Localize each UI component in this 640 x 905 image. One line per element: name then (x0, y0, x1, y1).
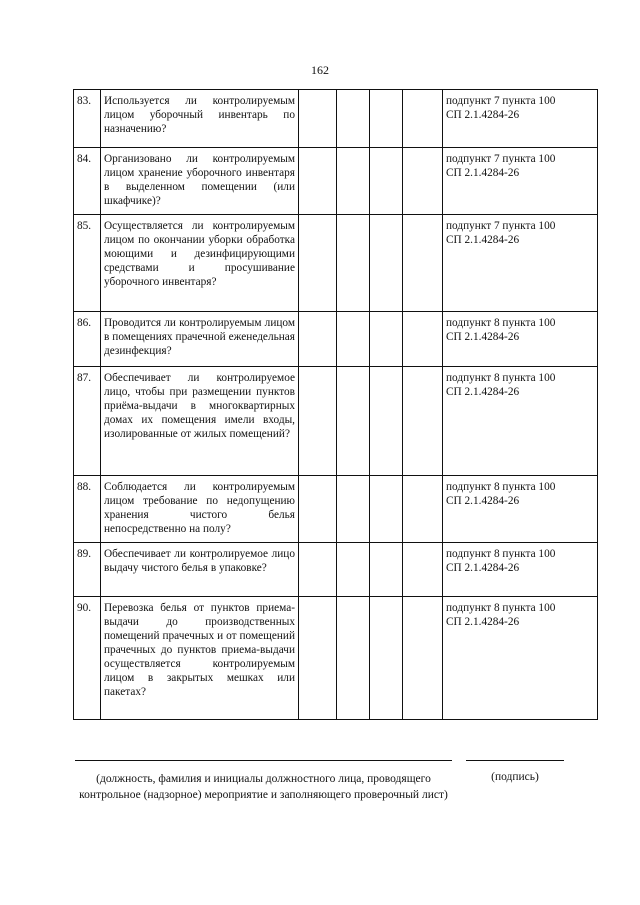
row-reference (443, 476, 598, 543)
answer-yes-cell[interactable] (299, 90, 337, 148)
row-number: 90. (74, 597, 101, 720)
reference-clause: подпункт 8 пункта 100 (446, 317, 556, 329)
row-question: Перевозка белья от пунктов приема-выдачи до производственных помещений прачечных и от помещений прачечных до пунктов приема-выдачи осуществляется контролируемым лицом в закрытых мешках или пакетах? (101, 597, 299, 720)
row-reference (443, 215, 598, 312)
answer-na-cell[interactable] (370, 597, 403, 720)
answer-no-cell[interactable] (337, 476, 370, 543)
answer-no-cell[interactable] (337, 215, 370, 312)
table-row (74, 90, 598, 148)
row-number: 88. (74, 476, 101, 543)
answer-no-cell[interactable] (337, 90, 370, 148)
answer-yes-cell[interactable] (299, 148, 337, 215)
note-cell[interactable] (403, 148, 443, 215)
reference-clause: подпункт 7 пункта 100 (446, 220, 556, 232)
reference-clause: подпункт 7 пункта 100 (446, 95, 556, 107)
row-question: Соблюдается ли контролируемым лицом требование по недопущению хранения чистого белья непосредственно на полу? (101, 476, 299, 543)
answer-na-cell[interactable] (370, 367, 403, 476)
row-question: Обеспечивает ли контролируемое лицо выдачу чистого белья в упаковке? (101, 543, 299, 597)
row-question: Обеспечивает ли контролируемое лицо, чтобы при размещении пунктов приёма-выдачи в многоквартирных домах их помещения имели входы, изолированные от жилых помещений? (101, 367, 299, 476)
note-cell[interactable] (403, 543, 443, 597)
reference-document: СП 2.1.4284-26 (446, 386, 520, 398)
answer-yes-cell[interactable] (299, 312, 337, 367)
note-cell[interactable] (403, 476, 443, 543)
answer-no-cell[interactable] (337, 367, 370, 476)
answer-na-cell[interactable] (370, 90, 403, 148)
reference-document: СП 2.1.4284-26 (446, 562, 520, 574)
signature-line[interactable] (466, 760, 564, 761)
row-reference (443, 597, 598, 720)
reference-document: СП 2.1.4284-26 (446, 234, 520, 246)
answer-no-cell[interactable] (337, 543, 370, 597)
row-question: Используется ли контролируемым лицом уборочный инвентарь по назначению? (101, 90, 299, 148)
row-question: Организовано ли контролируемым лицом хранение уборочного инвентаря в выделенном помещении (или шкафчике)? (101, 148, 299, 215)
answer-yes-cell[interactable] (299, 367, 337, 476)
answer-na-cell[interactable] (370, 215, 403, 312)
row-number: 87. (74, 367, 101, 476)
answer-no-cell[interactable] (337, 597, 370, 720)
table-row (74, 148, 598, 215)
table-row (74, 312, 598, 367)
row-reference (443, 543, 598, 597)
reference-document: СП 2.1.4284-26 (446, 331, 520, 343)
answer-yes-cell[interactable] (299, 597, 337, 720)
reference-clause: подпункт 8 пункта 100 (446, 548, 556, 560)
note-cell[interactable] (403, 90, 443, 148)
table-row (74, 215, 598, 312)
official-caption: (должность, фамилия и инициалы должностного лица, проводящего контрольное (надзорное) мероприятие и заполняющего проверочный лист) (79, 773, 448, 801)
answer-na-cell[interactable] (370, 476, 403, 543)
reference-clause: подпункт 8 пункта 100 (446, 372, 556, 384)
row-reference (443, 312, 598, 367)
row-reference (443, 148, 598, 215)
table-row (74, 367, 598, 476)
row-number: 86. (74, 312, 101, 367)
note-cell[interactable] (403, 367, 443, 476)
row-number: 89. (74, 543, 101, 597)
signature-caption: (подпись) (491, 771, 539, 783)
reference-document: СП 2.1.4284-26 (446, 109, 520, 121)
answer-yes-cell[interactable] (299, 476, 337, 543)
checklist-table (73, 89, 598, 720)
row-number: 83. (74, 90, 101, 148)
note-cell[interactable] (403, 312, 443, 367)
answer-na-cell[interactable] (370, 148, 403, 215)
row-reference (443, 367, 598, 476)
row-number: 84. (74, 148, 101, 215)
answer-na-cell[interactable] (370, 312, 403, 367)
reference-document: СП 2.1.4284-26 (446, 616, 520, 628)
answer-yes-cell[interactable] (299, 543, 337, 597)
reference-clause: подпункт 7 пункта 100 (446, 153, 556, 165)
answer-no-cell[interactable] (337, 312, 370, 367)
official-signature-line[interactable] (75, 760, 452, 761)
row-question: Проводится ли контролируемым лицом в помещениях прачечной еженедельная дезинфекция? (101, 312, 299, 367)
reference-clause: подпункт 8 пункта 100 (446, 481, 556, 493)
note-cell[interactable] (403, 597, 443, 720)
reference-document: СП 2.1.4284-26 (446, 495, 520, 507)
table-row (74, 597, 598, 720)
answer-yes-cell[interactable] (299, 215, 337, 312)
answer-no-cell[interactable] (337, 148, 370, 215)
reference-clause: подпункт 8 пункта 100 (446, 602, 556, 614)
table-row (74, 543, 598, 597)
reference-document: СП 2.1.4284-26 (446, 167, 520, 179)
row-number: 85. (74, 215, 101, 312)
table-row (74, 476, 598, 543)
page-number: 162 (311, 63, 329, 77)
note-cell[interactable] (403, 215, 443, 312)
row-question: Осуществляется ли контролируемым лицом по окончании уборки обработка моющими и дезинфицирующими средствами и просушивание уборочного инвентаря? (101, 215, 299, 312)
row-reference (443, 90, 598, 148)
answer-na-cell[interactable] (370, 543, 403, 597)
